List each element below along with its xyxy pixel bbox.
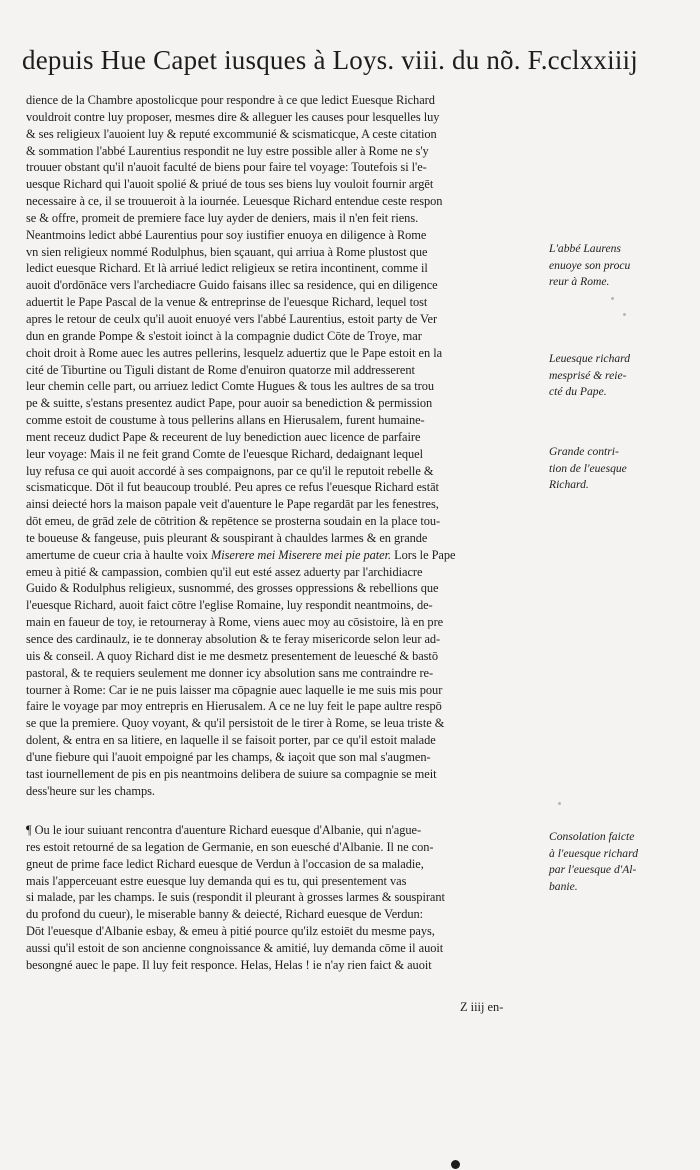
margin-note-line: tion de l'euesque (549, 461, 627, 475)
text-line: mais l'apperceuant estre euesque luy demanda qui es tu, qui presentement vas (26, 873, 407, 888)
text-line: dun en grande Pompe & s'estoit ioinct à la compagnie dudict Cōte de Troye, mar (26, 328, 422, 343)
text-line: vouldroit contre luy proposer, mesmes dire & alleguer les causes pour lesquelles luy (26, 109, 440, 124)
text-line: se & offre, promeit de premiere face luy ayder de deniers, mais il n'en feit riens. (26, 210, 419, 225)
signature-mark: Z iiij en- (460, 1000, 504, 1014)
text-line: faire le voyage par moy entrepris en Hierusalem. A ce ne luy feit le pape aultre respō (26, 699, 442, 714)
margin-note-line: reur à Rome. (549, 275, 610, 288)
text-line: l'euesque Richard, auoit faict cōtre l'eglise Romaine, luy respondit neantmoins, de- (26, 598, 433, 613)
margin-note-1 (549, 241, 659, 291)
text-line: uesque Richard qui l'auoit spolié & priué de tous ses biens luy vouloit fournir argēt (26, 177, 434, 192)
text-line: ainsi deiecté hors la maison papale veit d'auenture le Pape regardāt par les fenestres, (26, 497, 439, 512)
margin-note-line: à l'euesque richard (549, 846, 638, 860)
paper-speck (611, 297, 614, 300)
second-paragraph (26, 822, 540, 974)
latin-quote: Miserere mei Miserere mei pie pater. (210, 547, 392, 562)
text-line: necessaire à ce, il se trouueroit à la iournée. Leuesque Richard entendue ceste respon (26, 194, 443, 209)
text-line: dess'heure sur les champs. (26, 783, 155, 798)
ink-dot (451, 1160, 460, 1169)
text-line: tourner à Rome: Car ie ne puis laisser ma cōpagnie auec laquelle ie me suis mis pour (26, 682, 443, 697)
running-header: depuis Hue Capet iusques à Loys. viii. du nõ. F.cclxxiiij (22, 45, 638, 75)
main-paragraph (26, 92, 540, 799)
text-line: choit droit à Rome auec les autres pellerins, lesquelz aduertiz que le Pape estoit en la (26, 345, 443, 360)
text-line: leur chemin celle part, ou arriuez ledict Comte Hugues & tous les aultres de sa trou (26, 379, 435, 394)
text-line: Guido & Rodulphus religieux, susnommé, des grosses oppressions & rebellions que (26, 581, 439, 596)
text-line: dolent, & entra en sa litiere, en laquelle il se faisoit porter, par ce qu'il estoit malade (26, 733, 436, 748)
text-line: si malade, par les champs. Ie suis (respondit il pleurant à grosses larmes & souspirant (26, 890, 445, 905)
text-line: scismaticque. Dōt il fut beaucoup troublé. Peu apres ce refus l'euesque Richard estāt (26, 480, 439, 495)
margin-note-line: par l'euesque d'Al- (549, 863, 637, 876)
text-line: leur voyage: Mais il ne feit grand Comte de l'euesque Richard, dedaignant lequel (26, 446, 424, 461)
text-line: se que la premiere. Quoy voyant, & qu'il persistoit de le tirer à Rome, se leua triste & (26, 716, 445, 731)
text-line: Neantmoins ledict abbé Laurentius pour soy iustifier enuoya en diligence à Rome (26, 227, 427, 242)
margin-note-line: banie. (549, 879, 578, 893)
text-line: res estoit retourné de sa legation de Germanie, en son euesché d'Albanie. Il ne con- (26, 839, 434, 854)
text-line: auoit d'ordōnāce vers l'archediacre Guido faisans illec sa residence, qui en diligence (26, 278, 438, 293)
text-line: ledict euesque Richard. Et là arriué ledict religieux se retira incontinent, comme il (26, 261, 428, 276)
text-line: tast iournellement de pis en pis neantmoins delibera de suiure sa compagnie se meit (26, 766, 437, 781)
text-line: dōt emeu, de grād zele de cōtrition & repētence se prosterna soudain en la place tou- (26, 514, 441, 529)
text-line: apres le retour de ceulx qu'il auoit enuoyé vers l'abbé Laurentius, estoit party de Ver (26, 311, 438, 326)
text-line: Dōt l'euesque d'Albanie esbay, & emeu à pitié pource qu'ilz estoiēt du mesme pays, (26, 924, 435, 939)
margin-note-line: mesprisé & reie- (549, 368, 627, 382)
margin-note-line: Grande contri- (549, 445, 619, 458)
margin-note-line: Leuesque richard (549, 352, 631, 365)
text-line: dience de la Chambre apostolicque pour respondre à ce que ledict Euesque Richard (26, 93, 435, 107)
paper-speck (558, 802, 561, 805)
text-line: comme estoit de coustume à tous pellerins allans en Hierusalem, furent humaine- (26, 413, 425, 428)
text-line: ¶ Ou le iour suiuant rencontra d'auenture Richard euesque d'Albanie, qui n'ague- (26, 823, 422, 837)
text-line: pe & suitte, s'estans presentez audict Pape, pour auoir sa benediction & permission (26, 396, 433, 411)
text-line: luy refusa ce qui auoit accordé à ses compaignons, par ce qu'il le reputoit rebelle & (26, 463, 434, 478)
text-line: cité de Tiburtine ou Tiguli distant de Rome d'enuiron quatorze mil addresserent (26, 362, 415, 377)
text-line: aduertit le Pape Pascal de la venue & entreprinse de l'euesque Richard, lequel tost (26, 295, 428, 310)
text-line: main en faueur de toy, ie retourneray à Rome, viens auec moy au cōsistoire, là en pre (26, 615, 444, 630)
text-line: te boueuse & fangeuse, puis pleurant & souspirant à chauldes larmes & en grande (26, 530, 428, 545)
text-line: du profond du cueur), le miserable banny & deiecté, Richard euesque de Verdun: (26, 907, 424, 922)
text-line: gneut de prime face ledict Richard euesque de Verdun à l'occasion de sa maladie, (26, 856, 424, 871)
margin-note-2 (549, 351, 659, 401)
text-line: d'une fiebure qui l'auoit empoigné par les champs, & iaçoit que son mal s'augmen- (26, 749, 431, 764)
text-line: ment receuz dudict Pape & receurent de luy benediction auec licence de parfaire (26, 429, 421, 444)
text-line: emeu à pitié & campassion, combien qu'il eut esté assez aduerty par l'archidiacre (26, 564, 423, 579)
text-line: vn sien religieux nommé Rodulphus, bien sçauant, qui arriua à Rome plustost que (26, 244, 428, 259)
margin-note-line: enuoye son procu (549, 258, 631, 272)
margin-note-line: cté du Pape. (549, 385, 607, 398)
margin-note-line: Richard. (549, 478, 589, 491)
text-line: pastoral, & te requiers seulement me donner icy absolution sans me contraindre re- (26, 665, 434, 680)
text-line (26, 547, 540, 564)
line-text: Lors le Pape (391, 547, 456, 562)
text-line: uis & conseil. A quoy Richard dist ie me desmetz presentement de leuesché & bastō (26, 648, 438, 663)
text-line: besongné auec le pape. Il luy feit responce. Helas, Helas ! ie n'ay rien faict & auoit (26, 957, 432, 972)
text-line: & ses religieux l'auoient luy & reputé excommunié & scismaticque, A ceste citation (26, 126, 437, 141)
paper-speck (623, 313, 626, 316)
margin-note-3 (549, 444, 659, 494)
margin-note-4 (549, 829, 659, 895)
margin-note-line: L'abbé Laurens (549, 242, 621, 255)
line-text: amertume de cueur cria à haulte voix (26, 547, 211, 562)
text-line: trouuer obstant qu'il n'auoit faculté de biens pour faire tel voyage: Toutefois si l'e- (26, 160, 427, 175)
margin-note-line: Consolation faicte (549, 830, 635, 843)
text-line: sence des cardinaulz, ie te donneray absolution & te feray misericorde selon leur ad- (26, 632, 441, 646)
text-line: aussi qu'il estoit de son ancienne congnoissance & amitié, luy demanda cōme il auoit (26, 940, 444, 955)
text-line: & sommation l'abbé Laurentius respondit ne luy estre possible aller à Rome ne s'y (26, 143, 429, 158)
